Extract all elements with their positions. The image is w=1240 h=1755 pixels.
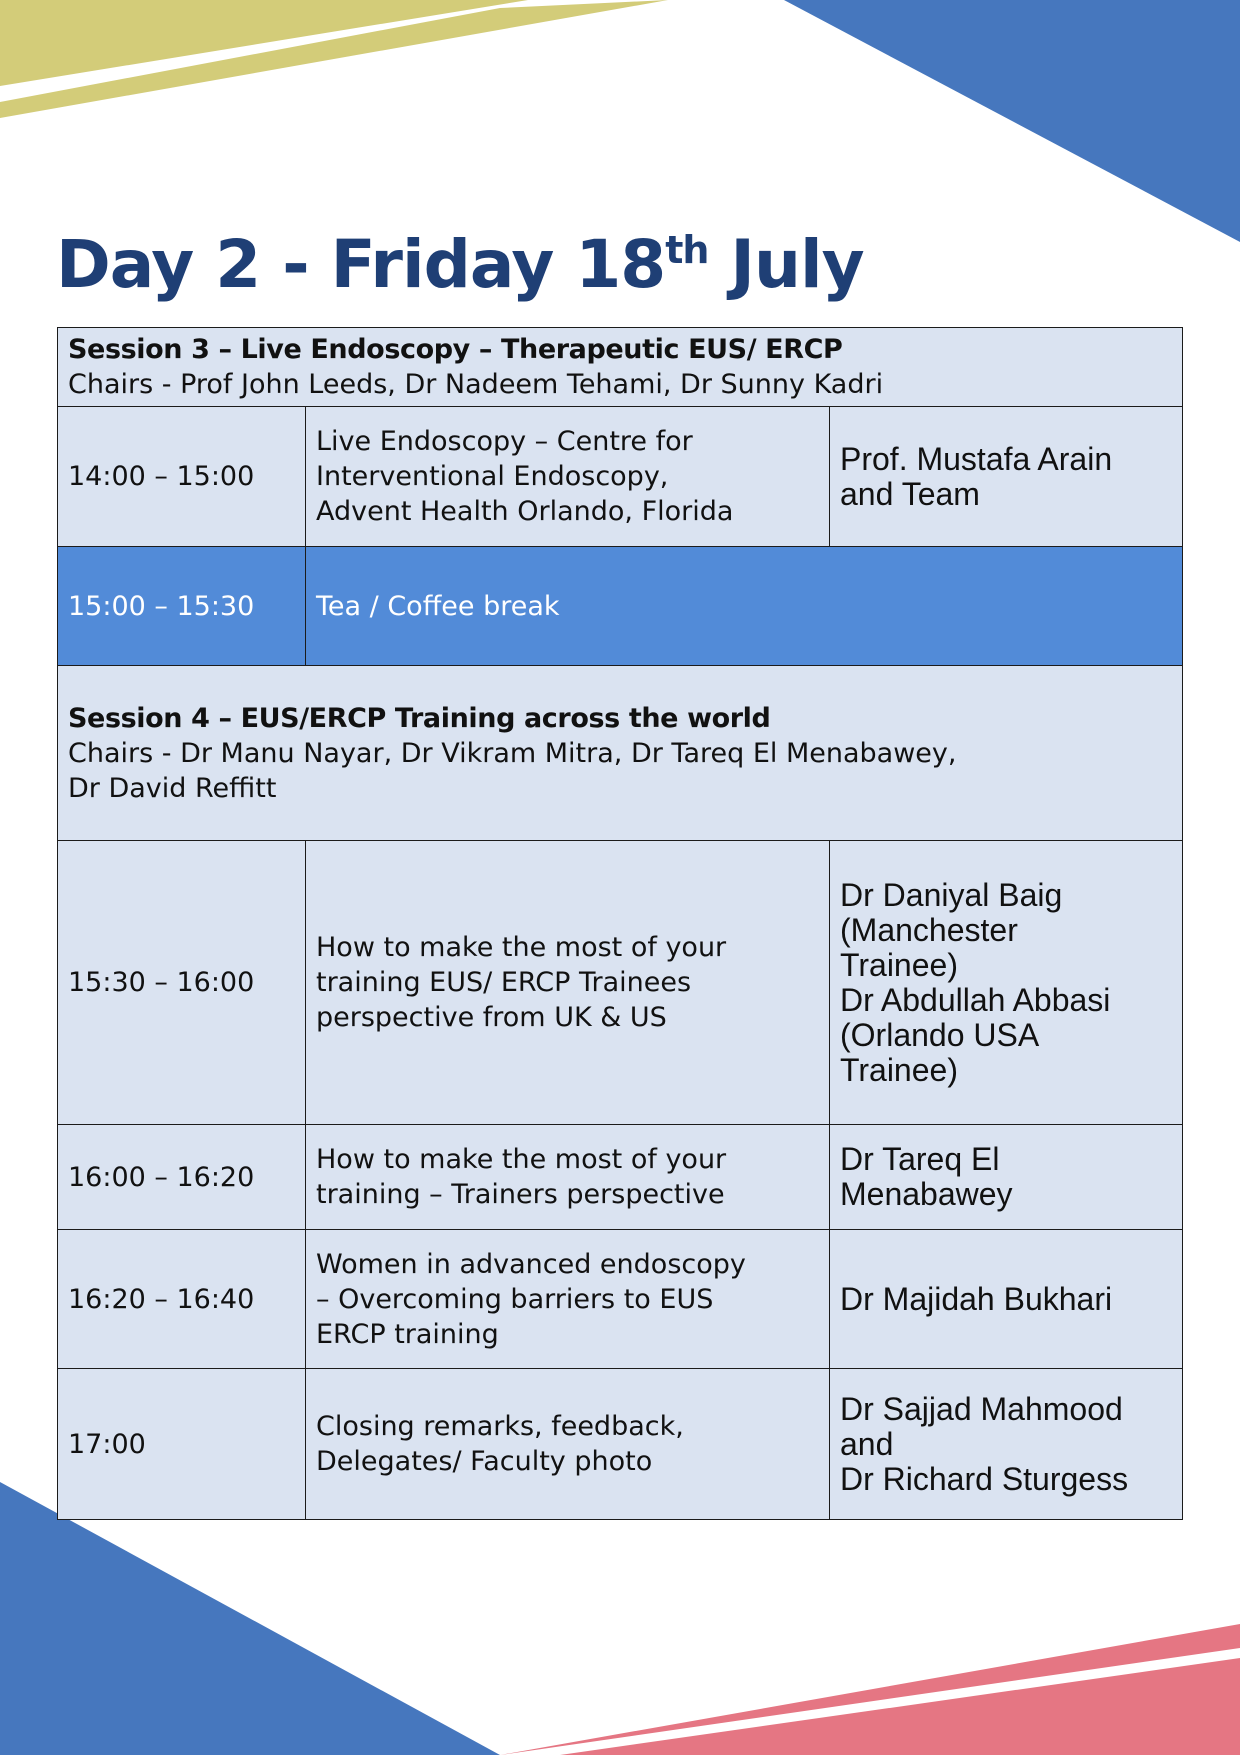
speaker-line: (Manchester — [840, 911, 1018, 948]
olive-stripe-top-left — [0, 0, 528, 86]
chairs-line: Dr David Reffitt — [68, 772, 277, 804]
session-4-header — [58, 666, 1183, 841]
session-4-title: Session 4 – EUS/ERCP Training across the world — [68, 702, 771, 734]
time-cell: 16:00 – 16:20 — [58, 1125, 306, 1230]
speaker-line: Dr Tareq El — [840, 1141, 1000, 1177]
break-row — [58, 547, 1183, 666]
speaker-line: Dr Majidah Bukhari — [840, 1280, 1113, 1317]
topic-line: Delegates/ Faculty photo — [316, 1446, 653, 1477]
table-row — [58, 1125, 1183, 1230]
session-3-header — [58, 328, 1183, 407]
time-cell: 14:00 – 15:00 — [58, 407, 306, 547]
topic-line: Closing remarks, feedback, — [316, 1411, 684, 1442]
speaker-line: (Orlando USA — [840, 1016, 1040, 1053]
topic-cell — [306, 841, 830, 1125]
speaker-line: Dr Richard Sturgess — [840, 1460, 1129, 1497]
title-ordinal: th — [665, 228, 709, 272]
topic-cell — [306, 1125, 830, 1230]
session-4-chairs — [68, 736, 1172, 806]
chairs-line: Chairs - Dr Manu Nayar, Dr Vikram Mitra, Dr Tareq El Menabawey, — [68, 737, 957, 769]
speaker-cell — [830, 841, 1183, 1125]
topic-line: Live Endoscopy – Centre for — [316, 426, 693, 457]
speaker-line: Trainee) — [840, 946, 958, 983]
speaker-line: and Team — [840, 475, 980, 512]
session-3-title: Session 3 – Live Endoscopy – Therapeutic EUS/ ERCP — [68, 334, 843, 365]
topic-line: training – Trainers perspective — [316, 1179, 725, 1210]
speaker-cell — [830, 1125, 1183, 1230]
topic-line: How to make the most of your — [316, 932, 727, 963]
speaker-line: Dr Sajjad Mahmood — [840, 1390, 1123, 1427]
topic-line: training EUS/ ERCP Trainees — [316, 967, 692, 998]
topic-line: Advent Health Orlando, Florida — [316, 496, 734, 527]
title-month: July — [730, 226, 864, 303]
topic-line: – Overcoming barriers to EUS — [316, 1283, 714, 1315]
speaker-line: Trainee) — [840, 1051, 958, 1088]
time-cell: 16:20 – 16:40 — [58, 1230, 306, 1369]
speaker-line: and — [840, 1425, 894, 1462]
table-row — [58, 1369, 1183, 1520]
page-title — [56, 226, 864, 303]
break-label: Tea / Coffee break — [306, 547, 1183, 666]
time-cell: 15:30 – 16:00 — [58, 841, 306, 1125]
speaker-line: Menabawey — [840, 1176, 1013, 1212]
topic-line: How to make the most of your — [316, 1144, 727, 1175]
topic-line: Women in advanced endoscopy — [316, 1248, 746, 1280]
title-day: Day 2 - Friday 18 — [56, 226, 666, 303]
speaker-line: Dr Daniyal Baig — [840, 876, 1063, 913]
topic-cell — [306, 407, 830, 547]
table-row — [58, 841, 1183, 1125]
topic-cell — [306, 1230, 830, 1369]
topic-line: ERCP training — [316, 1318, 499, 1350]
speaker-line: Dr Abdullah Abbasi — [840, 981, 1111, 1018]
topic-line: Interventional Endoscopy, — [316, 461, 669, 492]
blue-triangle-bottom-left — [0, 1482, 500, 1755]
topic-line: perspective from UK & US — [316, 1002, 667, 1033]
speaker-cell — [830, 1230, 1183, 1369]
session-3-header-row — [58, 328, 1183, 407]
speaker-cell — [830, 407, 1183, 547]
table-row — [58, 407, 1183, 547]
pink-band-bottom-right — [560, 1658, 1240, 1755]
topic-cell — [306, 1369, 830, 1520]
break-time: 15:00 – 15:30 — [58, 547, 306, 666]
time-cell: 17:00 — [58, 1369, 306, 1520]
session-3-chairs: Chairs - Prof John Leeds, Dr Nadeem Tehami, Dr Sunny Kadri — [68, 369, 884, 400]
schedule-table — [57, 327, 1183, 1520]
blue-triangle-top-right — [784, 0, 1240, 242]
speaker-line: Prof. Mustafa Arain — [840, 440, 1113, 477]
table-row — [58, 1230, 1183, 1369]
session-4-header-row — [58, 666, 1183, 841]
speaker-cell — [830, 1369, 1183, 1520]
